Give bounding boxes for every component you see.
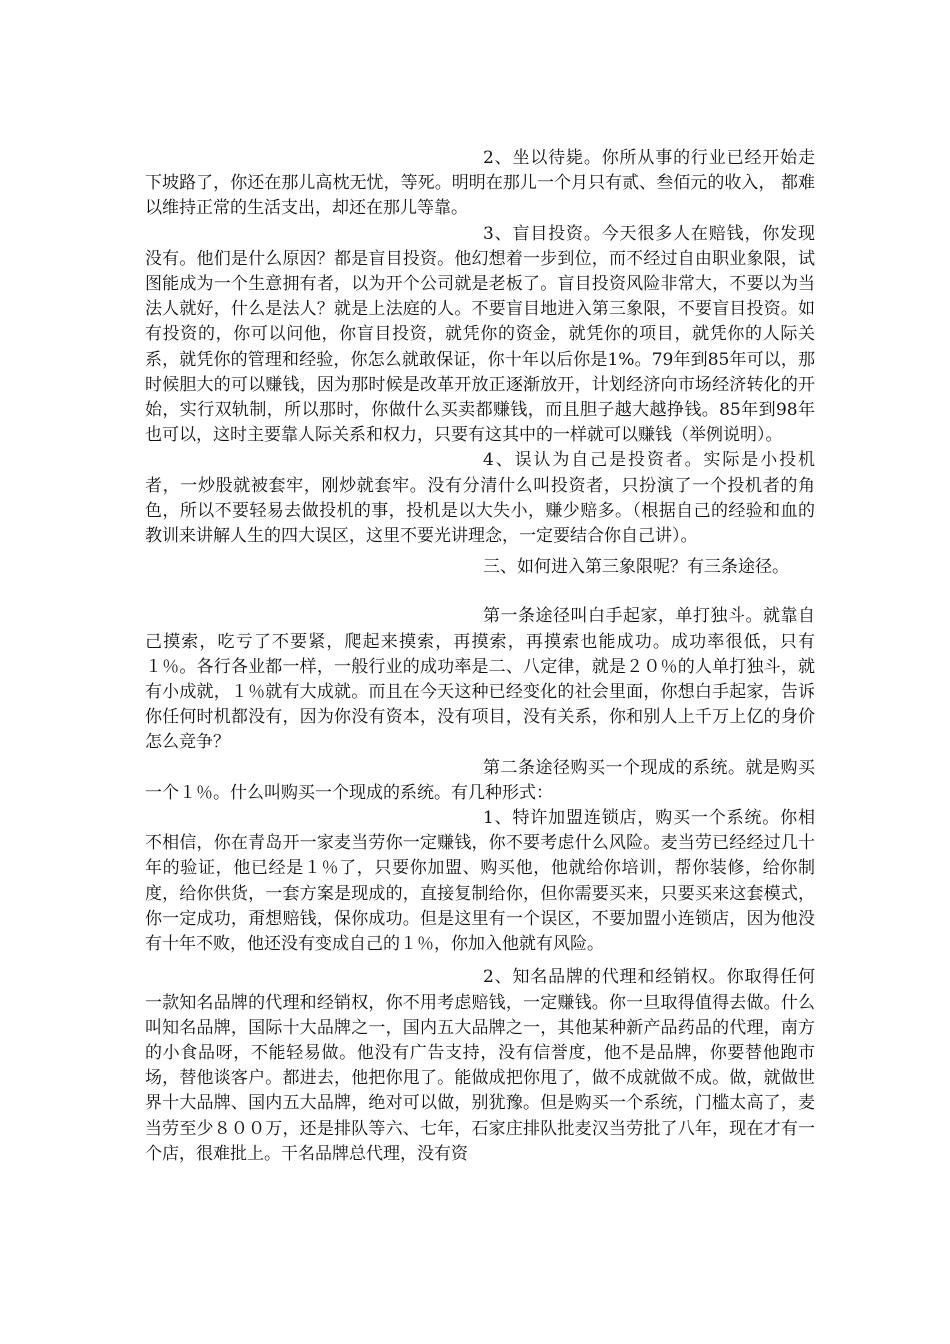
section-heading-three-paths: 三、如何进入第三象限呢？有三条途径。 (483, 557, 789, 578)
paragraph-brand-agency: 2、知名品牌的代理和经销权。你取得任何一款知名品牌的代理和经销权，你不用考虑赔钱，一定赚钱。你一旦取得值得去做。什么叫知名品牌，国际十大品牌之一，国内五大品牌之一，其他某种新产品药品的代理，南方的小食品呀，不能轻易做。他没有广告支持，没有信誉度，他不是品牌，你要替他跑市场，替他谈客户。都进去，他把你甩了。能做成把你甩了，做不成就做不成。做，就做世界十大品牌、国内五大品牌，绝对可以做，别犹豫。但是购买一个系统，门槛太高了，麦当劳至少８００万，还是排队等六、七年，石家庄排队批麦汉当劳批了八年，现在才有一个店，很难批上。干名品牌总代理，没有资 (145, 967, 815, 1164)
paragraph-waiting-for-death: 2、坐以待毙。你所从事的行业已经开始走下坡路了，你还在那儿高枕无忧，等死。明明在那儿一个月只有贰、叁佰元的收入， 都难以维持正常的生活支出，却还在那儿等靠。 (145, 148, 815, 219)
paragraph-path-one: 第一条途径叫白手起家，单打独斗。就靠自己摸索，吃亏了不要紧，爬起来摸索，再摸索，再摸索也能成功。成功率很低，只有１％。各行各业都一样，一般行业的成功率是二、八定律，就是２０％的人单打独斗，就有小成就，１％就有大成就。而且在今天这种已经变化的社会里面，你想白手起家，告诉你任何时机都没有，因为你没有资本，没有项目，没有关系，你和别人上千万上亿的身价怎么竞争？ (145, 606, 815, 753)
document-body (145, 146, 815, 1167)
paragraph-blind-investment: 3、盲目投资。今天很多人在赔钱，你发现没有。他们是什么原因？都是盲目投资。他幻想着一步到位，而不经过自由职业象限，试图能成为一个生意拥有者，以为开个公司就是老板了。盲目投资风险非常大，不要以为当法人就好，什么是法人？就是上法庭的人。不要盲目地进入第三象限，不要盲目投资。如有投资的，你可以问他，你盲目投资，就凭你的资金，就凭你的项目，就凭你的人际关系，就凭你的管理和经验，你怎么就敢保证，你十年以后你是1%。79年到85年可以，那时候胆大的可以赚钱，因为那时候是改革开放正逐渐放开，计划经济向市场经济转化的开始，实行双轨制，所以那时，你做什么买卖都赚钱，而且胆子越大越挣钱。85年到98年也可以，这时主要靠人际关系和权力，只要有这其中的一样就可以赚钱（举例说明）。 (145, 223, 815, 446)
paragraph-path-two: 第二条途径购买一个现成的系统。就是购买一个１％。什么叫购买一个现成的系统。有几种形式： (145, 757, 815, 803)
paragraph-franchise: 1、特许加盟连锁店，购买一个系统。你相不相信，你在青岛开一家麦当劳你一定赚钱，你不要考虑什么风险。麦当劳已经经过几十年的验证，他已经是１％了，只要你加盟、购买他，他就给你培训，帮你装修，给你制度，给你供货，一套方案是现成的，直接复制给你，但你需要买来，只要买来这套模式，你一定成功，甭想赔钱，保你成功。但是这里有一个误区，不要加盟小连锁店，因为他没有十年不败，他还没有变成自己的１％，你加入他就有风险。 (145, 808, 815, 955)
paragraph-mistaken-investor: 4、误认为自己是投资者。实际是小投机者，一炒股就被套牢，刚炒就套牢。没有分清什么叫投资者，只扮演了一个投机者的角色，所以不要轻易去做投机的事，投机是以大失小，赚少赔多。（根据自己的经验和血的教训来讲解人生的四大误区，这里不要光讲理念，一定要结合你自己讲）。 (145, 450, 815, 547)
